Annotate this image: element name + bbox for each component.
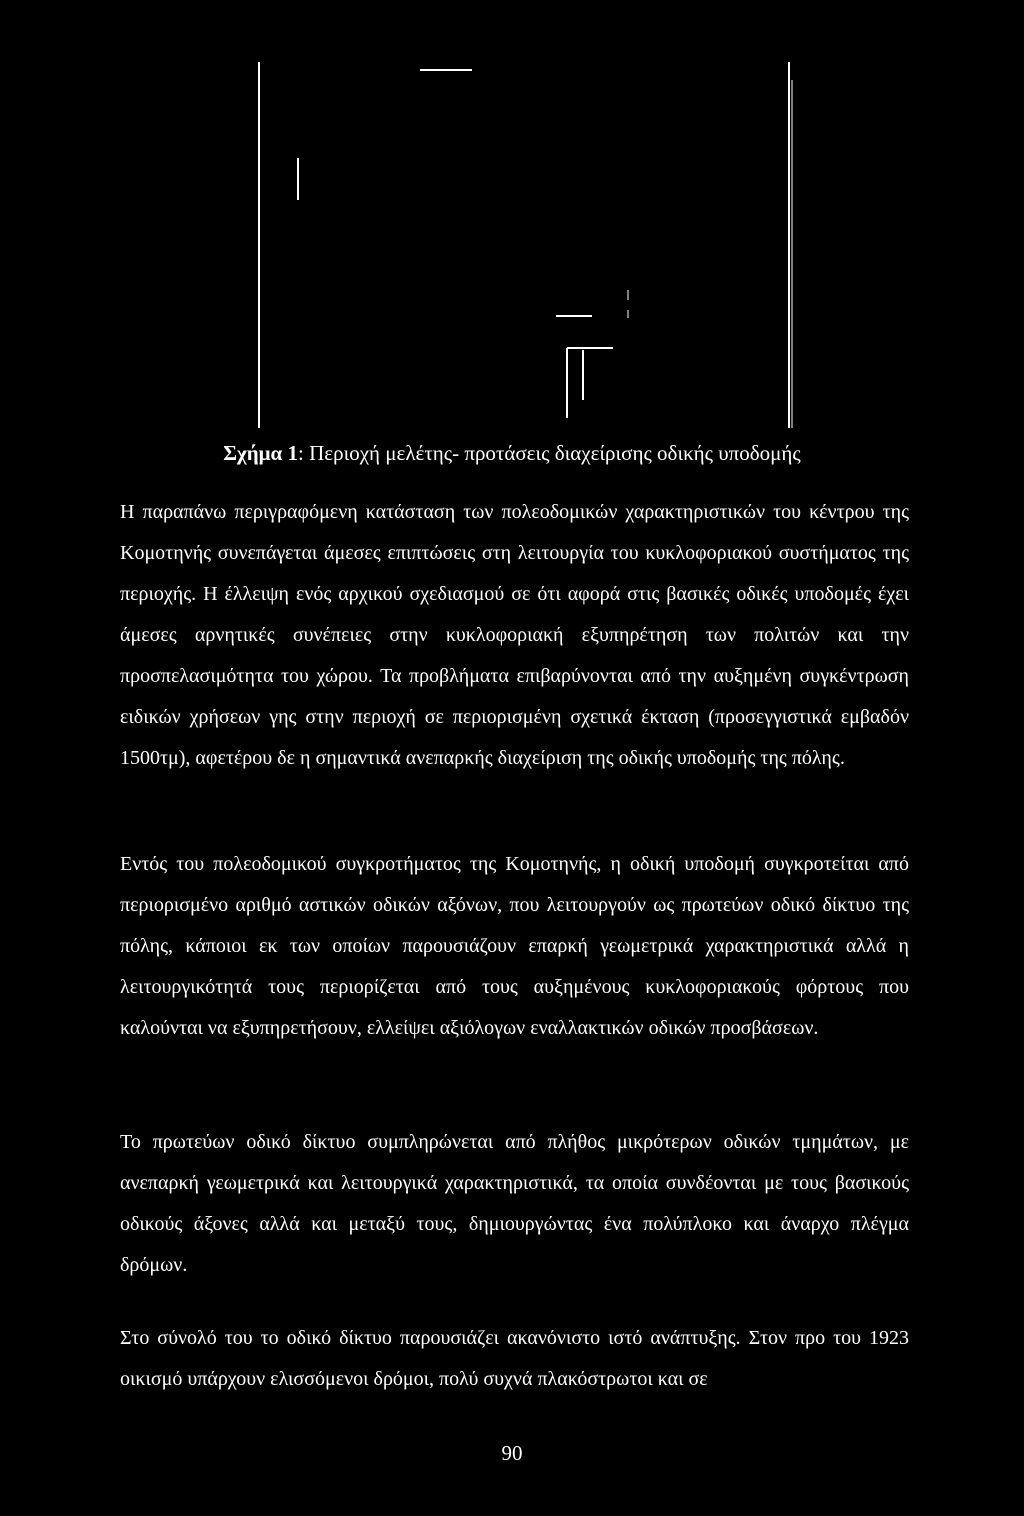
paragraph-3: Το πρωτεύων οδικό δίκτυο συμπληρώνεται από πλήθος μικρότερων οδικών τμημάτων, με ανεπαρκή γεωμετρικά και λειτουργικά χαρακτηριστικά, τα οποία συνδέονται με τους βασικούς οδικούς άξονες αλλά και μεταξύ τους, δημιουργώντας ένα πολύπλοκο και άναρχο πλέγμα δρόμων.: [120, 1131, 909, 1276]
paragraph-2: Εντός του πολεοδομικού συγκροτήματος της Κομοτηνής, η οδική υποδομή συγκροτείται από περιορισμένο αριθμό αστικών οδικών αξόνων, που λειτουργούν ως πρωτεύων οδικό δίκτυο της πόλης, κάποιοι εκ των οποίων παρουσιάζουν επαρκή γεωμετρικά χαρακτηριστικά αλλά η λειτουργικότητά τους περιορίζεται από τους αυξημένους κυκλοφοριακούς φόρτους που καλούνται να εξυπηρετήσουν, ελλείψει αξιόλογων εναλλακτικών οδικών προσβάσεων.: [120, 853, 909, 1039]
page-number: 90: [501, 1441, 523, 1465]
figure-map: [0, 0, 1024, 430]
map-image: [0, 0, 1024, 430]
paragraph-4: Στο σύνολό του το οδικό δίκτυο παρουσιάζει ακανόνιστο ιστό ανάπτυξης. Στον προ του 1923 οικισμό υπάρχουν ελισσόμενοι δρόμοι, πολύ συχνά πλακόστρωτοι και σε: [120, 1327, 909, 1390]
figure-caption: [0, 438, 1024, 468]
caption-label: Σχήμα 1: [223, 441, 299, 465]
paragraph-1: Η παραπάνω περιγραφόμενη κατάσταση των πολεοδομικών χαρακτηριστικών του κέντρου της Κομοτηνής συνεπάγεται άμεσες επιπτώσεις στη λειτουργία του κυκλοφοριακού συστήματος της περιοχής. Η έλλειψη ενός αρχικού σχεδιασμού σε ότι αφορά στις βασικές οδικές υποδομές έχει άμεσες αρνητικές συνέπειες στην κυκλοφοριακή εξυπηρέτηση των πολιτών και την προσπελασιμότητα του χώρου. Τα προβλήματα επιβαρύνονται από την αυξημένη συγκέντρωση ειδικών χρήσεων γης στην περιοχή σε περιορισμένη σχετικά έκταση (προσεγγιστικά εμβαδόν 1500τμ), αφετέρου δε η σημαντικά ανεπαρκής διαχείριση της οδικής υποδομής της πόλης.: [120, 501, 909, 769]
caption-text: : Περιοχή μελέτης- προτάσεις διαχείρισης οδικής υποδομής: [298, 441, 801, 465]
